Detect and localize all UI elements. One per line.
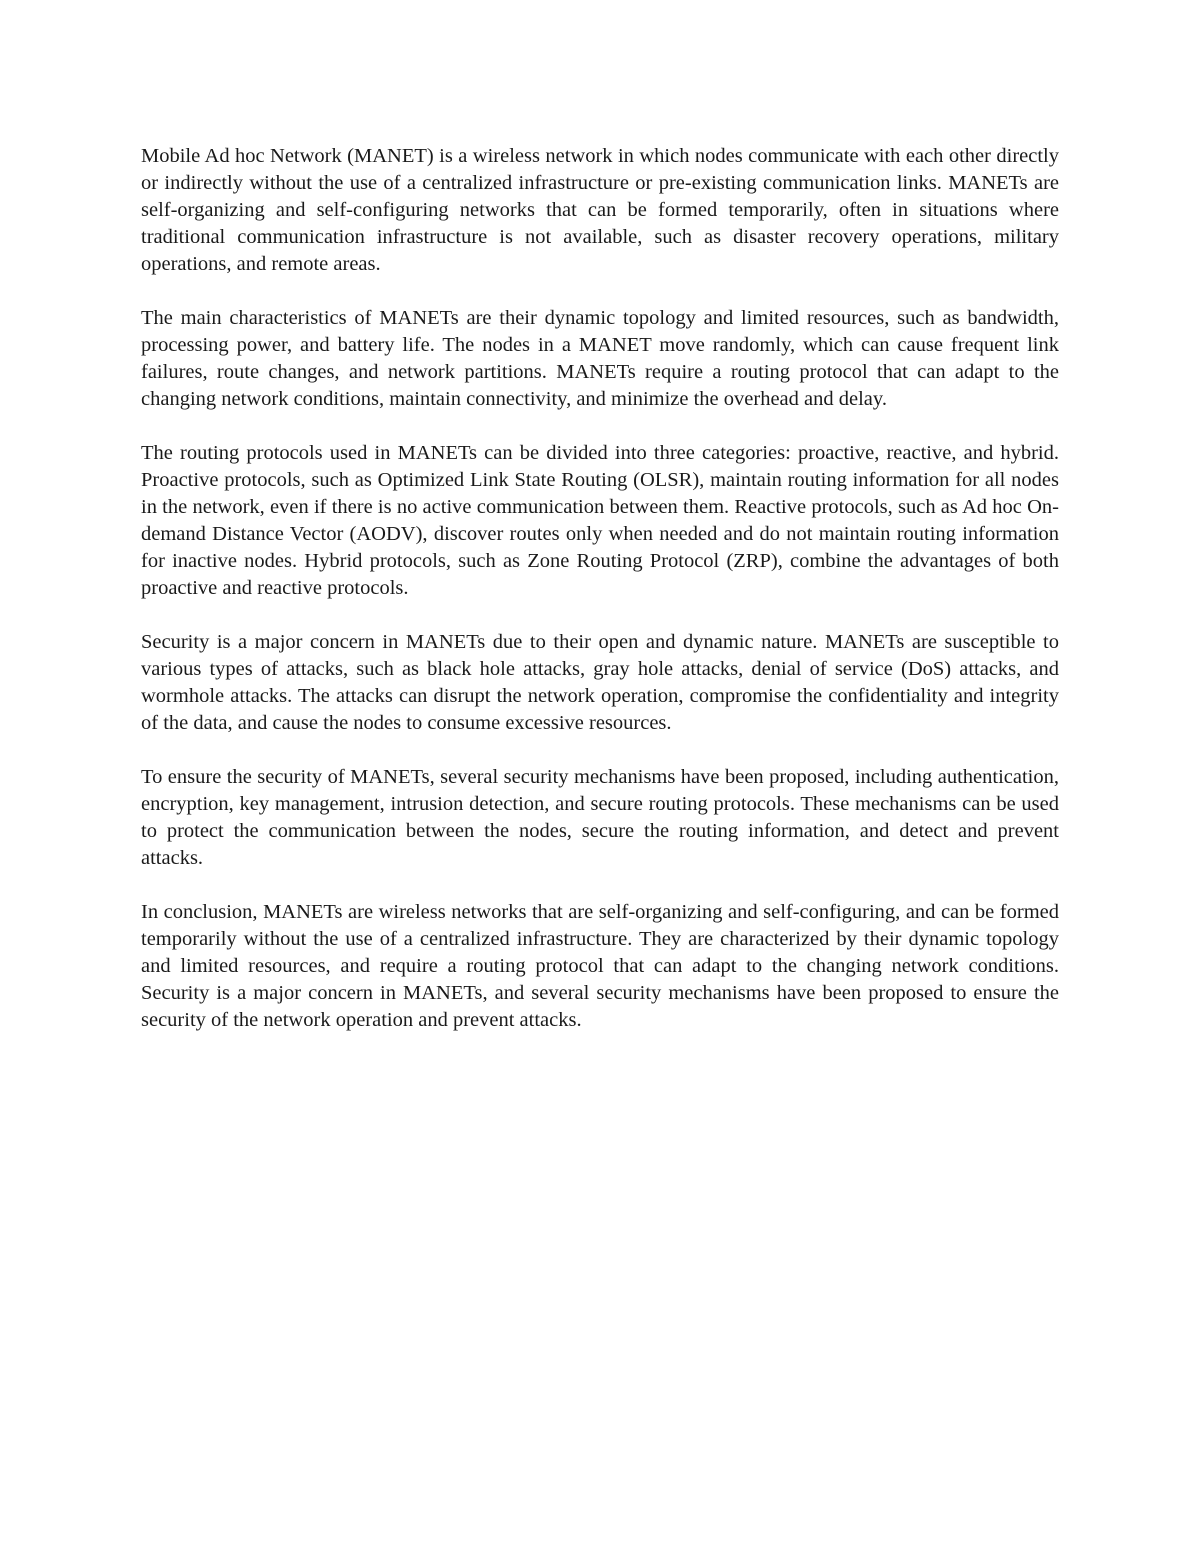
paragraph-routing-protocols: The routing protocols used in MANETs can be divided into three categories: proactive, reactive, and hybrid. Proactive protocols, such as Optimized Link State Routing (OLSR), maintain routing information for all nodes in the network, even if there is no active communication between them. Reactive protocols, such as Ad hoc On-demand Distance Vector (AODV), discover routes only when needed and do not maintain routing information for inactive nodes. Hybrid protocols, such as Zone Routing Protocol (ZRP), combine the advantages of both proactive and reactive protocols. [141, 442, 1059, 599]
document-body [141, 143, 1059, 1034]
paragraph-conclusion: In conclusion, MANETs are wireless networks that are self-organizing and self-configuring, and can be formed temporarily without the use of a centralized infrastructure. They are characterized by their dynamic topology and limited resources, and require a routing protocol that can adapt to the changing network conditions. Security is a major concern in MANETs, and several security mechanisms have been proposed to ensure the security of the network operation and prevent attacks. [141, 901, 1059, 1031]
paragraph-characteristics: The main characteristics of MANETs are their dynamic topology and limited resources, such as bandwidth, processing power, and battery life. The nodes in a MANET move randomly, which can cause frequent link failures, route changes, and network partitions. MANETs require a routing protocol that can adapt to the changing network conditions, maintain connectivity, and minimize the overhead and delay. [141, 307, 1059, 410]
paragraph-security-mechanisms: To ensure the security of MANETs, several security mechanisms have been proposed, including authentication, encryption, key management, intrusion detection, and secure routing protocols. These mechanisms can be used to protect the communication between the nodes, secure the routing information, and detect and prevent attacks. [141, 766, 1059, 869]
paragraph-intro: Mobile Ad hoc Network (MANET) is a wireless network in which nodes communicate with each other directly or indirectly without the use of a centralized infrastructure or pre-existing communication links. MANETs are self-organizing and self-configuring networks that can be formed temporarily, often in situations where traditional communication infrastructure is not available, such as disaster recovery operations, military operations, and remote areas. [141, 145, 1059, 275]
paragraph-security-concerns: Security is a major concern in MANETs due to their open and dynamic nature. MANETs are susceptible to various types of attacks, such as black hole attacks, gray hole attacks, denial of service (DoS) attacks, and wormhole attacks. The attacks can disrupt the network operation, compromise the confidentiality and integrity of the data, and cause the nodes to consume excessive resources. [141, 631, 1059, 734]
